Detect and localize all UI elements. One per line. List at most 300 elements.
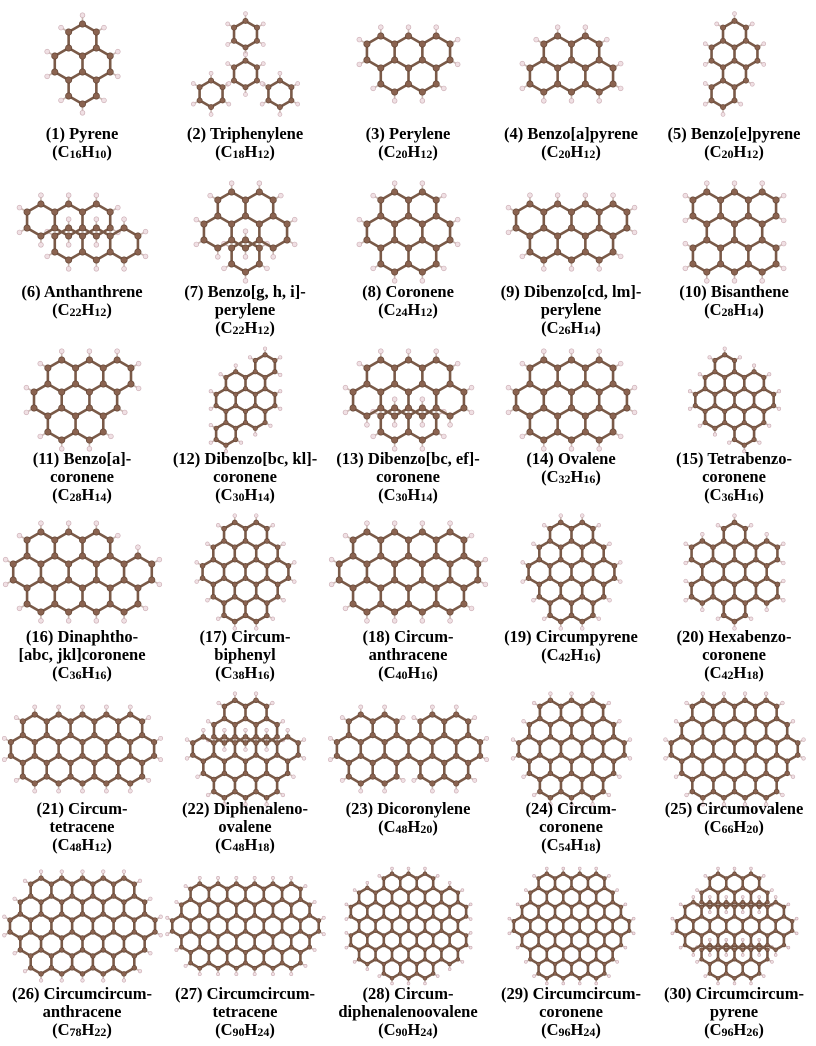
hydrogen-atom: [781, 266, 786, 271]
carbon-atom: [554, 81, 560, 87]
hydrogen-atom: [17, 205, 22, 210]
hydrogen-atom: [618, 561, 622, 565]
hydrogen-atom: [281, 719, 285, 723]
hydrogen-atom: [791, 719, 795, 723]
carbon-atom: [691, 900, 695, 904]
hydrogen-atom: [270, 254, 275, 259]
hydrogen-atom: [455, 217, 460, 222]
hydrogen-atom: [703, 975, 706, 978]
hydrogen-atom: [364, 521, 369, 526]
carbon-atom: [569, 886, 573, 890]
hydrogen-atom: [469, 918, 472, 921]
carbon-atom: [211, 740, 216, 745]
carbon-atom: [20, 760, 26, 766]
carbon-atom: [190, 740, 195, 745]
carbon-atom: [264, 539, 269, 544]
carbon-atom: [764, 563, 769, 568]
molecule-number: (17): [199, 627, 228, 646]
molecule-caption: [649, 283, 816, 319]
hydrogen-atom: [370, 434, 375, 439]
hydrogen-atom: [533, 37, 538, 42]
carbon-atom: [243, 539, 248, 544]
hydrogen-atom: [596, 349, 601, 354]
carbon-atom: [544, 919, 548, 923]
carbon-atom: [363, 561, 369, 567]
carbon-atom: [391, 221, 397, 227]
hydrogen-atom: [597, 523, 601, 527]
hydrogen-atom: [607, 874, 610, 877]
carbon-atom: [749, 957, 753, 961]
molecular-formula: $(C_{22}H_{12})$: [215, 318, 275, 337]
carbon-atom: [406, 891, 410, 895]
carbon-atom: [285, 576, 290, 581]
carbon-atom: [419, 365, 425, 371]
carbon-atom: [405, 33, 411, 39]
carbon-atom: [453, 739, 459, 745]
carbon-atom: [100, 936, 105, 941]
carbon-atom: [38, 971, 43, 976]
hydrogen-atom: [732, 12, 736, 16]
hydrogen-atom: [727, 441, 730, 444]
molecule-number: (12): [172, 449, 201, 468]
hydrogen-atom: [157, 582, 162, 587]
carbon-atom: [363, 577, 369, 583]
hydrogen-atom: [143, 229, 148, 234]
hydrogen-atom: [684, 793, 688, 797]
carbon-atom: [111, 954, 116, 959]
carbon-atom: [373, 900, 377, 904]
carbon-atom: [234, 966, 238, 970]
carbon-atom: [724, 886, 728, 890]
carbon-atom: [233, 437, 238, 442]
carbon-atom: [179, 903, 183, 907]
hydrogen-atom: [624, 903, 627, 906]
carbon-atom: [431, 962, 435, 966]
carbon-atom: [446, 413, 452, 419]
hydrogen-atom: [617, 775, 621, 779]
hydrogen-atom: [343, 410, 348, 415]
hydrogen-atom: [343, 385, 348, 390]
carbon-atom: [243, 576, 248, 581]
carbon-atom: [398, 905, 402, 909]
carbon-atom: [558, 594, 563, 599]
hydrogen-atom: [358, 705, 362, 709]
carbon-atom: [526, 233, 532, 239]
carbon-atom: [558, 704, 563, 709]
carbon-atom: [148, 577, 154, 583]
carbon-atom: [764, 539, 769, 544]
hydrogen-atom: [101, 98, 106, 103]
hydrogen-atom: [264, 748, 268, 752]
hydrogen-atom: [356, 62, 361, 67]
carbon-atom: [121, 900, 126, 905]
hydrogen-atom: [291, 775, 295, 779]
hydrogen-atom: [762, 874, 765, 877]
carbon-atom: [253, 722, 258, 727]
hydrogen-atom: [688, 407, 691, 410]
carbon-atom: [391, 405, 397, 411]
carbon-atom: [540, 89, 546, 95]
hydrogen-atom: [519, 361, 524, 366]
hydrogen-atom: [343, 533, 348, 538]
hydrogen-atom: [93, 618, 98, 623]
hydrogen-atom: [115, 74, 120, 79]
carbon-atom: [753, 716, 758, 721]
carbon-atom: [712, 369, 717, 374]
carbon-atom: [512, 209, 518, 215]
hydrogen-atom: [243, 728, 247, 732]
carbon-atom: [732, 934, 736, 938]
carbon-atom: [254, 25, 259, 30]
carbon-atom: [765, 948, 769, 952]
carbon-atom: [285, 563, 290, 568]
carbon-atom: [596, 89, 602, 95]
hydrogen-atom: [433, 349, 438, 354]
molecule-structure: [490, 690, 653, 808]
carbon-atom: [742, 734, 747, 739]
carbon-atom: [243, 887, 247, 891]
carbon-atom: [745, 197, 751, 203]
carbon-atom: [433, 213, 439, 219]
carbon-atom: [679, 771, 684, 776]
molecule-caption: [160, 450, 331, 504]
carbon-atom: [526, 563, 531, 568]
carbon-atom: [753, 545, 758, 550]
hydrogen-atom: [430, 705, 434, 709]
carbon-atom: [611, 576, 616, 581]
carbon-atom: [699, 539, 704, 544]
carbon-atom: [103, 712, 109, 718]
hydrogen-atom: [143, 606, 148, 611]
carbon-atom: [699, 891, 703, 895]
molecule-caption: [486, 985, 657, 1039]
hydrogen-count: 24: [420, 1025, 433, 1039]
molecule-number: (10): [679, 282, 707, 301]
carbon-atom: [579, 594, 584, 599]
carbon-atom: [721, 734, 726, 739]
hydrogen-atom: [791, 775, 795, 779]
carbon-atom: [757, 972, 761, 976]
carbon-atom: [699, 943, 703, 947]
hydrogen-atom: [749, 867, 752, 870]
carbon-atom: [717, 197, 723, 203]
carbon-atom: [100, 413, 106, 419]
carbon-atom: [429, 712, 435, 718]
carbon-atom: [213, 437, 218, 442]
hydrogen-atom: [104, 789, 108, 793]
carbon-atom: [414, 943, 418, 947]
carbon-atom: [582, 381, 588, 387]
carbon-atom: [58, 437, 64, 443]
carbon-atom: [554, 233, 560, 239]
carbon-atom: [365, 905, 369, 909]
carbon-count: 28: [721, 305, 734, 319]
carbon-atom: [346, 732, 352, 738]
carbon-atom: [377, 33, 383, 39]
carbon-atom: [689, 261, 695, 267]
carbon-atom: [757, 919, 761, 923]
carbon-atom: [256, 261, 262, 267]
carbon-atom: [51, 537, 57, 543]
carbon-atom: [93, 93, 99, 99]
carbon-atom: [23, 537, 29, 543]
hydrogen-atom: [44, 254, 49, 259]
carbon-atom: [221, 563, 226, 568]
hydrogen-atom: [209, 423, 212, 426]
carbon-atom: [569, 771, 574, 776]
hydrogen-atom: [663, 757, 667, 761]
carbon-atom: [405, 65, 411, 71]
carbon-atom: [49, 882, 54, 887]
carbon-atom: [537, 789, 542, 794]
hydrogen-atom: [285, 728, 289, 732]
carbon-atom: [127, 753, 133, 759]
carbon-atom: [446, 237, 452, 243]
carbon-atom: [526, 65, 532, 71]
hydrogen-atom: [423, 867, 426, 870]
hydrogen-atom: [344, 946, 347, 949]
carbon-atom: [373, 929, 377, 933]
carbon-atom: [65, 93, 71, 99]
carbon-atom: [540, 389, 546, 395]
hydrogen-atom: [93, 521, 98, 526]
molecule-name: Circum-: [68, 799, 128, 818]
hydrogen-count: 10: [94, 147, 107, 161]
carbon-atom: [759, 221, 765, 227]
carbon-atom: [405, 739, 411, 745]
carbon-atom: [439, 900, 443, 904]
hydrogen-atom: [158, 758, 162, 762]
carbon-atom: [742, 722, 747, 727]
carbon-atom: [596, 405, 602, 411]
hydrogen-atom: [617, 719, 621, 723]
carbon-atom: [398, 972, 402, 976]
carbon-atom: [59, 971, 64, 976]
carbon-atom: [554, 365, 560, 371]
carbon-atom: [93, 225, 99, 231]
carbon-atom: [254, 38, 259, 43]
carbon-atom: [357, 919, 361, 923]
carbon-atom: [253, 594, 258, 599]
carbon-atom: [79, 233, 85, 239]
hydrogen-atom: [194, 561, 198, 565]
hydrogen-atom: [787, 903, 790, 906]
molecule-name: Hexabenzo-: [708, 627, 792, 646]
carbon-atom: [586, 905, 590, 909]
carbon-atom: [107, 601, 113, 607]
carbon-count: 30: [395, 490, 408, 504]
hydrogen-atom: [738, 356, 741, 359]
carbon-atom: [274, 753, 279, 758]
carbon-atom: [423, 891, 427, 895]
carbon-atom: [774, 582, 779, 587]
carbon-atom: [208, 78, 213, 83]
carbon-atom: [23, 209, 29, 215]
carbon-atom: [547, 722, 552, 727]
carbon-atom: [742, 526, 747, 531]
hydrogen-atom: [302, 738, 306, 742]
carbon-atom: [732, 957, 736, 961]
molecule-name: Bisanthene: [710, 282, 789, 301]
carbon-atom: [433, 537, 439, 543]
carbon-atom: [724, 905, 728, 909]
molecule-structure: [653, 512, 816, 632]
carbon-atom: [699, 915, 703, 919]
carbon-atom: [232, 753, 237, 758]
hydrogen-count: 22: [94, 1025, 107, 1039]
hydrogen-count: 16: [94, 668, 107, 682]
carbon-atom: [419, 189, 425, 195]
carbon-atom: [59, 900, 64, 905]
hydrogen-atom: [38, 521, 43, 526]
carbon-atom: [242, 18, 247, 23]
carbon-atom: [536, 915, 540, 919]
hydrogen-atom: [254, 514, 258, 518]
carbon-atom: [406, 900, 410, 904]
carbon-atom: [749, 900, 753, 904]
carbon-atom: [200, 563, 205, 568]
molecule-number: (24): [525, 799, 554, 818]
carbon-count: 24: [395, 305, 408, 319]
molecule-caption: [486, 800, 657, 854]
hydrogen-atom: [455, 361, 460, 366]
carbon-atom: [751, 403, 756, 408]
carbon-atom: [272, 358, 277, 363]
carbon-atom: [782, 905, 786, 909]
carbon-atom: [32, 753, 38, 759]
carbon-atom: [134, 249, 140, 255]
hydrogen-atom: [353, 889, 356, 892]
carbon-atom: [37, 561, 43, 567]
hydrogen-atom: [66, 242, 71, 247]
hydrogen-atom: [205, 598, 209, 602]
carbon-atom: [142, 936, 147, 941]
carbon-atom: [8, 739, 14, 745]
hydrogen-atom: [761, 42, 765, 46]
carbon-atom: [456, 919, 460, 923]
hydrogen-atom: [254, 692, 258, 696]
carbon-atom: [710, 789, 715, 794]
carbon-atom: [405, 261, 411, 267]
hydrogen-atom: [390, 867, 393, 870]
carbon-atom: [621, 753, 626, 758]
carbon-atom: [553, 934, 557, 938]
carbon-atom: [349, 537, 355, 543]
hydrogen-atom: [741, 911, 744, 914]
carbon-atom: [58, 357, 64, 363]
hydrogen-atom: [741, 896, 744, 899]
carbon-atom: [749, 934, 753, 938]
carbon-atom: [707, 948, 711, 952]
carbon-atom: [316, 919, 320, 923]
molecule-structure: [327, 865, 490, 987]
carbon-atom: [391, 413, 397, 419]
carbon-atom: [113, 405, 119, 411]
carbon-atom: [419, 57, 425, 63]
carbon-atom: [232, 740, 237, 745]
carbon-atom: [243, 420, 248, 425]
carbon-atom: [228, 189, 234, 195]
molecule-name: tetracene: [212, 1002, 278, 1021]
carbon-atom: [252, 966, 256, 970]
molecule-caption: [323, 283, 494, 319]
carbon-atom: [722, 409, 727, 414]
carbon-atom: [55, 712, 61, 718]
carbon-atom: [357, 891, 361, 895]
carbon-atom: [568, 437, 574, 443]
hydrogen-atom: [607, 598, 611, 602]
carbon-atom: [72, 365, 78, 371]
carbon-count: 90: [232, 1025, 245, 1039]
carbon-atom: [93, 257, 99, 263]
hydrogen-atom: [271, 617, 275, 621]
carbon-atom: [261, 897, 265, 901]
hydrogen-atom: [590, 692, 594, 696]
hydrogen-atom: [378, 25, 383, 30]
carbon-atom: [20, 774, 26, 780]
carbon-atom: [390, 929, 394, 933]
hydrogen-atom: [698, 373, 701, 376]
hydrogen-atom: [158, 933, 162, 937]
hydrogen-atom: [222, 748, 226, 752]
molecule-name: coronene: [376, 467, 440, 486]
carbon-atom: [594, 976, 598, 980]
carbon-atom: [689, 545, 694, 550]
carbon-atom: [69, 965, 74, 970]
hydrogen-atom: [80, 110, 85, 115]
molecular-formula: $(C_{20}H_{12})$: [541, 142, 601, 161]
hydrogen-atom: [447, 422, 452, 427]
carbon-atom: [753, 704, 758, 709]
carbon-atom: [731, 45, 736, 50]
carbon-atom: [558, 545, 563, 550]
hydrogen-atom: [607, 542, 611, 546]
hydrogen-atom: [519, 61, 524, 66]
carbon-atom: [740, 919, 744, 923]
carbon-atom: [79, 553, 85, 559]
carbon-atom: [206, 887, 210, 891]
hydrogen-atom: [704, 181, 709, 186]
carbon-atom: [232, 722, 237, 727]
carbon-atom: [65, 225, 71, 231]
carbon-atom: [707, 929, 711, 933]
hydrogen-atom: [750, 82, 754, 86]
carbon-atom: [717, 261, 723, 267]
carbon-atom: [784, 734, 789, 739]
hydrogen-atom: [770, 960, 773, 963]
hydrogen-atom: [741, 938, 744, 941]
carbon-atom: [732, 426, 737, 431]
carbon-atom: [115, 760, 121, 766]
hydrogen-atom: [174, 948, 177, 951]
carbon-atom: [446, 41, 452, 47]
carbon-atom: [720, 78, 725, 83]
carbon-atom: [93, 577, 99, 583]
carbon-atom: [80, 912, 85, 917]
hydrogen-atom: [216, 523, 220, 527]
carbon-atom: [188, 919, 192, 923]
carbon-atom: [398, 934, 402, 938]
carbon-atom: [348, 905, 352, 909]
carbon-atom: [79, 21, 85, 27]
hydrogen-atom: [548, 692, 552, 696]
carbon-atom: [363, 237, 369, 243]
molecule-name: Dicoronylene: [377, 799, 471, 818]
carbon-atom: [431, 972, 435, 976]
carbon-atom: [689, 740, 694, 745]
hydrogen-atom: [93, 193, 98, 198]
carbon-atom: [577, 948, 581, 952]
